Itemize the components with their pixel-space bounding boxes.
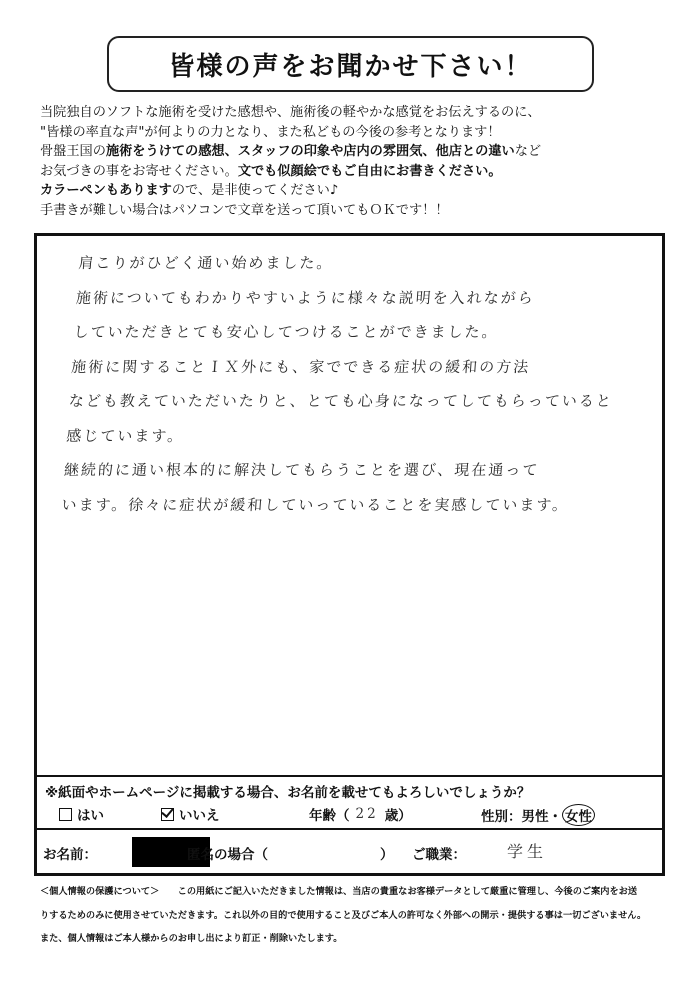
title-box — [107, 36, 594, 92]
intro-line-3 — [40, 142, 680, 162]
page-title: 皆様の声をお聞かせ下さい！ — [168, 51, 533, 82]
gender-male[interactable]: 男性・ — [521, 809, 562, 825]
handwritten-comment — [60, 246, 659, 522]
name-label: お名前： — [43, 847, 97, 863]
intro-line-5-a: カラーペンもあります — [40, 183, 172, 199]
consent-yes-option[interactable] — [59, 804, 104, 824]
no-label: いいえ — [179, 808, 220, 824]
job-label: ご職業： — [412, 847, 466, 863]
job-value: 学生 — [507, 842, 548, 861]
intro-line-4 — [40, 162, 680, 182]
no-checkbox[interactable] — [161, 808, 174, 821]
privacy-line-1: ＜個人情報の保護について＞ この用紙にご記入いただきました情報は、当店の貴重なお客様データとして厳重に管理し、今後のご案内をお送 — [40, 886, 638, 897]
privacy-line-3: また、個人情報はご本人様からのお申し出により訂正・削除いたします。 — [40, 933, 343, 944]
yes-label: はい — [77, 808, 104, 824]
intro-line-3-c: など — [514, 144, 542, 160]
consent-no-option[interactable] — [161, 804, 220, 824]
handwritten-line: 継続的に通い根本的に解決してもらうことを選び、現在通って — [63, 461, 541, 479]
age-suffix: 歳） — [384, 808, 412, 824]
intro-line-5 — [40, 181, 680, 201]
intro-line-6: 手書きが難しい場合はパソコンで文章を送って頂いてもＯＫです！！ — [40, 202, 449, 218]
intro-line-1: 当院独自のソフトな施術を受けた感想や、施術後の軽やかな感覚をお伝えするのに、 — [40, 105, 541, 120]
handwritten-line: います。徐々に症状が緩和していっていることを実感しています。 — [60, 495, 570, 514]
anonymous-close: ） — [380, 847, 394, 863]
intro-text — [40, 103, 680, 221]
gender-female[interactable]: 女性 — [562, 804, 595, 826]
anonymous-label: 匿名の場合（ — [187, 847, 268, 863]
intro-line-4-b: 文でも似顔絵でもご自由にお書きください。 — [237, 163, 502, 179]
age-value: 22 — [355, 806, 379, 822]
consent-question: ※紙面やホームページに掲載する場合、お名前を載せてもよろしいでしょうか？ — [45, 785, 531, 801]
handwritten-line: していただきとても安心してつけることができました。 — [73, 323, 500, 341]
handwritten-line: なども教えていただいたりと、とても心身になってしてもらっていると — [68, 392, 614, 410]
age-label: 年齢（ — [309, 808, 350, 824]
gender-field[interactable] — [481, 804, 595, 826]
handwritten-line: 施術についてもわかりやすいように様々な説明を入れながら — [75, 288, 536, 307]
intro-line-5-b: ので、是非使ってください♪ — [171, 183, 339, 199]
intro-line-2: "皆様の率直な声"が何よりの力となり、また私どもの今後の参考となります！ — [40, 124, 501, 140]
age-field[interactable] — [309, 804, 412, 824]
intro-line-3-a: 骨盤王国の — [40, 144, 106, 160]
handwritten-line: 感じています。 — [65, 426, 185, 445]
name-section — [37, 831, 663, 874]
intro-line-4-a: お気づきの事をお寄せください。 — [40, 163, 238, 179]
gender-label: 性別： — [481, 809, 522, 825]
consent-section — [37, 775, 663, 830]
privacy-notice — [40, 880, 670, 951]
privacy-line-2: りするためのみに使用させていただきます。これ以外の目的で使用すること及びご本人の許可なく外部への開示・提供する事は一切ございません。 — [40, 909, 647, 921]
handwritten-line: 肩こりがひどく通い始めました。 — [77, 254, 335, 272]
yes-checkbox[interactable] — [59, 808, 72, 821]
handwritten-line: 施術に関することＩＸ外にも、家でできる症状の緩和の方法 — [70, 357, 531, 376]
intro-line-3-b: 施術をうけての感想、スタッフの印象や店内の雰囲気、他店との違い — [105, 144, 515, 160]
